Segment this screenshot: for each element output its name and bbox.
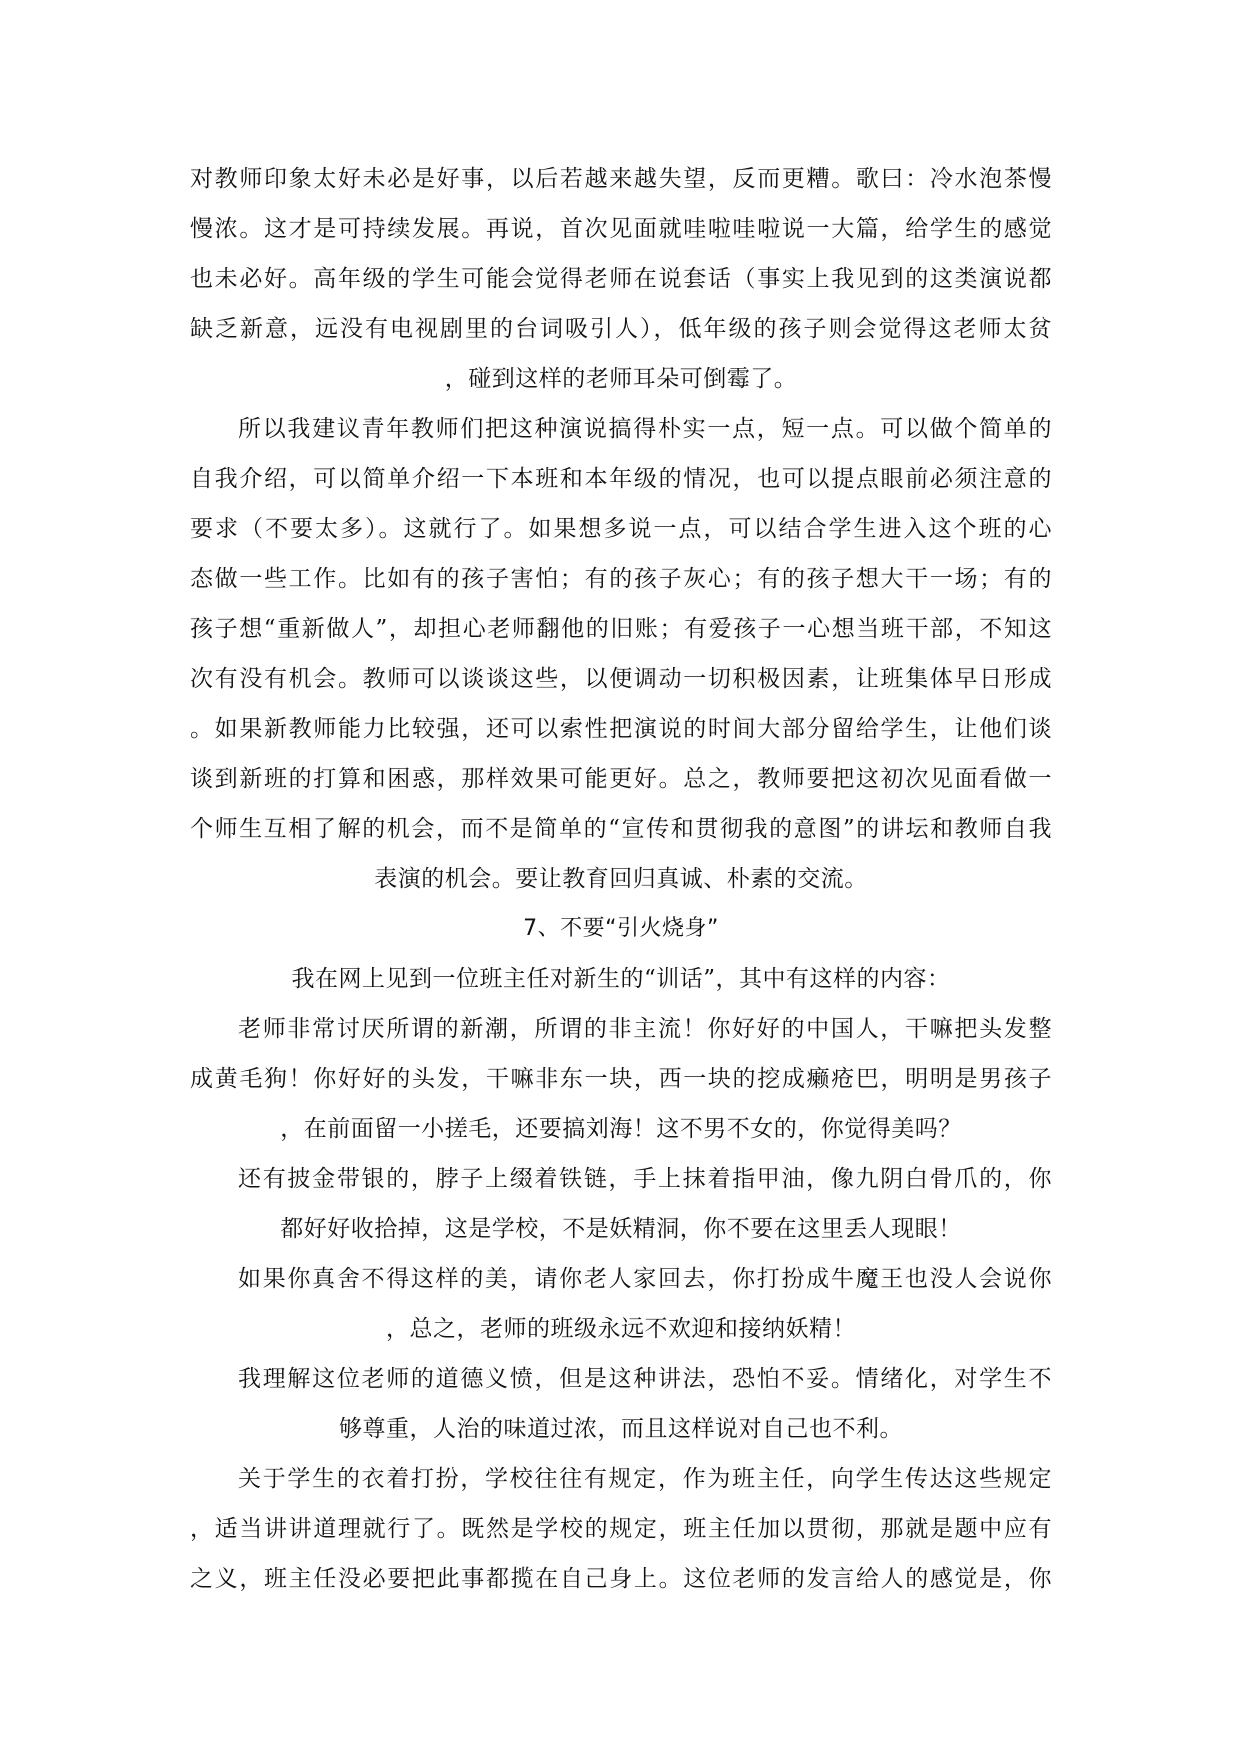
text-line: ，总之，老师的班级永远不欢迎和接纳妖精！ xyxy=(386,1316,856,1342)
text-line: 。如果新教师能力比较强，还可以索性把演说的时间大部分留给学生，让他们谈 xyxy=(190,716,1052,742)
text-line: 都好好收拾掉，这是学校，不是妖精洞，你不要在这里丢人现眼！ xyxy=(280,1216,962,1242)
text-line: 慢浓。这才是可持续发展。再说，首次见面就哇啦哇啦说一大篇，给学生的感觉 xyxy=(190,216,1052,242)
text-line: 之义，班主任没必要把此事都揽在自己身上。这位老师的发言给人的感觉是，你 xyxy=(190,1566,1052,1592)
text-line: 自我介绍，可以简单介绍一下本班和本年级的情况，也可以提点眼前必须注意的 xyxy=(190,466,1052,492)
text-line: 要求（不要太多）。这就行了。如果想多说一点，可以结合学生进入这个班的心 xyxy=(190,516,1052,542)
text-line: ，适当讲讲道理就行了。既然是学校的规定，班主任加以贯彻，那就是题中应有 xyxy=(190,1516,1052,1542)
text-line: 孩子想“重新做人”，却担心老师翻他的旧账；有爱孩子一心想当班干部，不知这 xyxy=(190,616,1052,642)
text-line: ，在前面留一小搓毛，还要搞刘海！这不男不女的，你觉得美吗？ xyxy=(280,1116,962,1142)
text-line: 个师生互相了解的机会，而不是简单的“宣传和贯彻我的意图”的讲坛和教师自我 xyxy=(190,816,1052,842)
text-line: 谈到新班的打算和困惑，那样效果可能更好。总之，教师要把这初次见面看做一 xyxy=(190,766,1052,792)
text-line: 如果你真舍不得这样的美，请你老人家回去，你打扮成牛魔王也没人会说你 xyxy=(238,1266,1052,1292)
text-line: 关于学生的衣着打扮，学校往往有规定，作为班主任，向学生传达这些规定 xyxy=(238,1466,1052,1492)
text-line: 也未必好。高年级的学生可能会觉得老师在说套话（事实上我见到的这类演说都 xyxy=(190,266,1052,292)
text-line: 我理解这位老师的道德义愤，但是这种讲法，恐怕不妥。情绪化，对学生不 xyxy=(238,1366,1052,1392)
text-line: 态做一些工作。比如有的孩子害怕；有的孩子灰心；有的孩子想大干一场；有的 xyxy=(190,566,1052,592)
text-line: ，碰到这样的老师耳朵可倒霉了。 xyxy=(444,366,798,392)
text-line: 够尊重，人治的味道过浓，而且这样说对自己也不利。 xyxy=(339,1416,903,1442)
text-line: 缺乏新意，远没有电视剧里的台词吸引人），低年级的孩子则会觉得这老师太贫 xyxy=(190,316,1052,342)
text-line: 所以我建议青年教师们把这种演说搞得朴实一点，短一点。可以做个简单的 xyxy=(238,416,1052,442)
text-line: 表演的机会。要让教育回归真诚、朴素的交流。 xyxy=(374,866,868,892)
text-line: 成黄毛狗！你好好的头发，干嘛非东一块，西一块的挖成癞疮巴，明明是男孩子 xyxy=(190,1066,1052,1092)
text-line: 老师非常讨厌所谓的新潮，所谓的非主流！你好好的中国人，干嘛把头发整 xyxy=(238,1016,1052,1042)
text-line: 还有披金带银的，脖子上缀着铁链，手上抹着指甲油，像九阴白骨爪的，你 xyxy=(238,1166,1052,1192)
section-heading: 7、不要“引火烧身” xyxy=(523,916,719,941)
document-body xyxy=(190,154,1052,1604)
text-line: 次有没有机会。教师可以谈谈这些，以便调动一切积极因素，让班集体早日形成 xyxy=(190,666,1052,692)
text-line: 我在网上见到一位班主任对新生的“训话”，其中有这样的内容： xyxy=(291,966,951,992)
text-line: 对教师印象太好未必是好事，以后若越来越失望，反而更糟。歌曰：冷水泡茶慢 xyxy=(190,166,1052,192)
